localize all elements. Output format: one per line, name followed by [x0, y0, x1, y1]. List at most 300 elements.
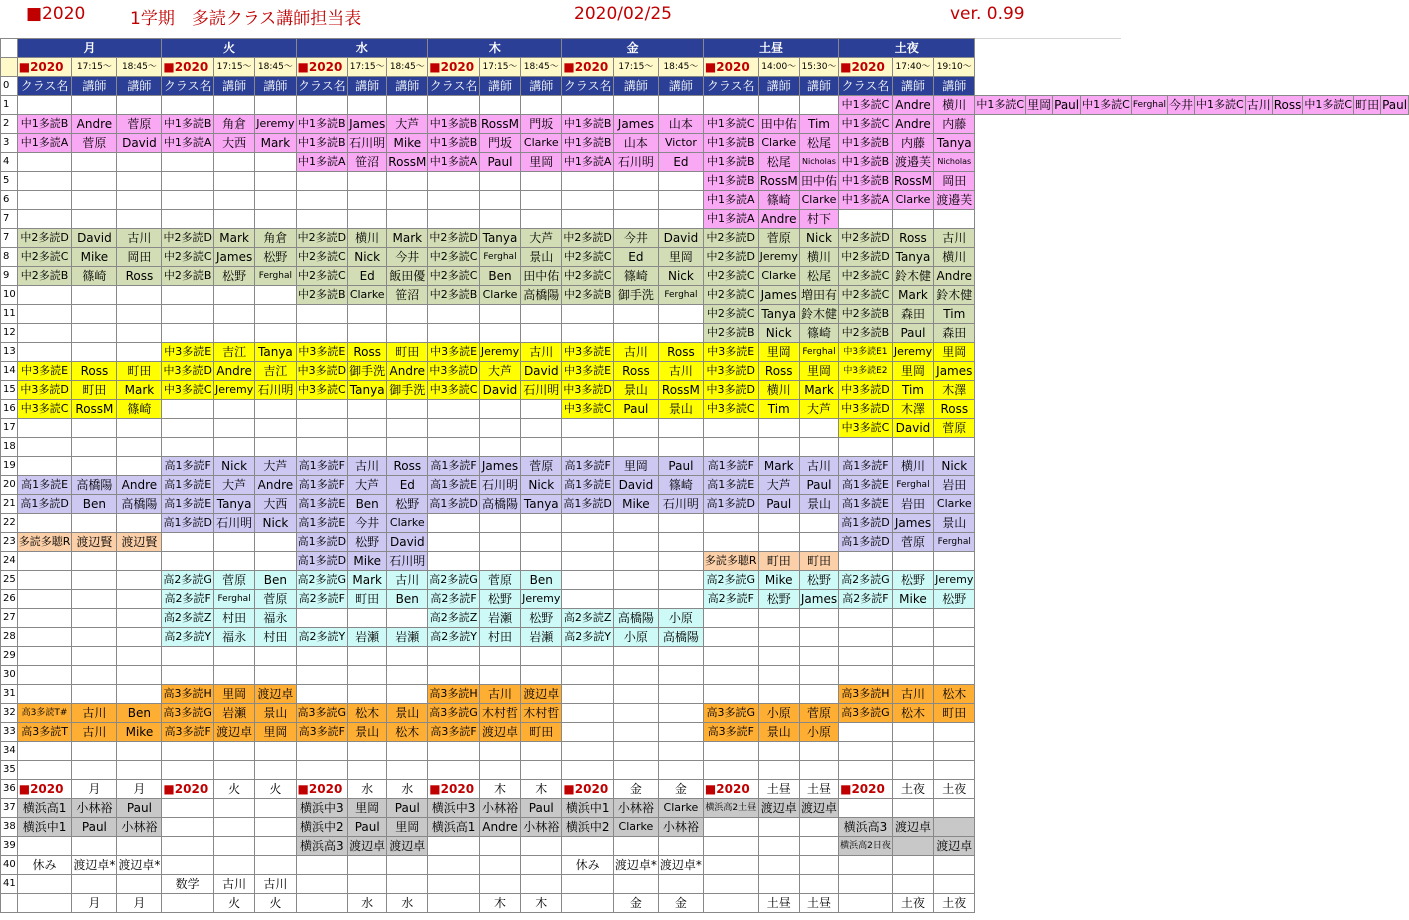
teacher-cell[interactable]: Ed: [387, 476, 428, 495]
teacher-cell[interactable]: 松野: [213, 267, 254, 286]
class-name-cell[interactable]: 中2多読D: [703, 229, 758, 248]
teacher-cell[interactable]: David: [892, 419, 933, 438]
teacher-cell[interactable]: 松木: [892, 704, 933, 723]
class-name-cell[interactable]: 高3多読H: [839, 685, 893, 704]
empty-cell[interactable]: [758, 628, 799, 647]
teacher-cell[interactable]: 篠崎: [758, 191, 799, 210]
empty-cell[interactable]: [162, 647, 214, 666]
empty-cell[interactable]: [613, 96, 658, 115]
day-cell[interactable]: 木: [521, 780, 562, 799]
class-name-cell[interactable]: 中1多読A: [562, 153, 613, 172]
teacher-cell[interactable]: Paul: [117, 799, 162, 818]
empty-cell[interactable]: [296, 875, 348, 894]
empty-cell[interactable]: [428, 419, 480, 438]
teacher-cell[interactable]: Tanya: [213, 495, 254, 514]
teacher-cell[interactable]: 福永: [255, 609, 296, 628]
class-name-cell[interactable]: 中3多読E2: [839, 362, 893, 381]
class-name-cell[interactable]: 中1多読C: [1081, 96, 1132, 115]
empty-cell[interactable]: [72, 742, 117, 761]
teacher-cell[interactable]: 松野: [758, 590, 799, 609]
class-name-cell[interactable]: 中1多読A: [703, 191, 758, 210]
teacher-cell[interactable]: 里岡: [348, 799, 387, 818]
teacher-cell[interactable]: 大芦: [348, 476, 387, 495]
teacher-cell[interactable]: Nicholas: [934, 153, 975, 172]
empty-cell[interactable]: [562, 685, 613, 704]
teacher-cell[interactable]: 古川: [799, 457, 838, 476]
teacher-cell[interactable]: Ferghal: [892, 476, 933, 495]
teacher-header[interactable]: 講師: [799, 77, 838, 96]
empty-cell[interactable]: [213, 761, 254, 780]
empty-cell[interactable]: [562, 514, 613, 533]
empty-cell[interactable]: [521, 875, 562, 894]
empty-cell[interactable]: [348, 609, 387, 628]
teacher-cell[interactable]: Clarke: [758, 134, 799, 153]
empty-cell[interactable]: [296, 761, 348, 780]
teacher-header[interactable]: 講師: [387, 77, 428, 96]
teacher-cell[interactable]: Paul: [387, 799, 428, 818]
empty-cell[interactable]: [17, 875, 72, 894]
teacher-cell[interactable]: 古川: [479, 685, 520, 704]
empty-cell[interactable]: [387, 191, 428, 210]
teacher-cell[interactable]: Nick: [213, 457, 254, 476]
teacher-header[interactable]: 講師: [934, 77, 975, 96]
teacher-cell[interactable]: Mike: [117, 723, 162, 742]
empty-cell[interactable]: [799, 856, 838, 875]
teacher-cell[interactable]: 渡辺卓: [213, 723, 254, 742]
empty-cell[interactable]: [162, 799, 214, 818]
empty-cell[interactable]: [255, 818, 296, 837]
empty-cell[interactable]: [387, 96, 428, 115]
teacher-cell[interactable]: 松野: [892, 571, 933, 590]
teacher-cell[interactable]: 古川: [117, 229, 162, 248]
teacher-cell[interactable]: Ferghal: [658, 286, 703, 305]
teacher-cell[interactable]: Paul: [479, 153, 520, 172]
teacher-cell[interactable]: 門坂: [479, 134, 520, 153]
empty-cell[interactable]: [348, 305, 387, 324]
class-name-cell[interactable]: 高2多読G: [428, 571, 480, 590]
class-name-cell[interactable]: 高2多読G: [162, 571, 214, 590]
teacher-cell[interactable]: Andre: [892, 115, 933, 134]
teacher-cell[interactable]: 角倉: [213, 115, 254, 134]
day-cell[interactable]: 火: [255, 780, 296, 799]
empty-cell[interactable]: [562, 438, 613, 457]
teacher-cell[interactable]: 篠崎: [117, 400, 162, 419]
row-number[interactable]: 2: [1, 115, 18, 134]
empty-cell[interactable]: [428, 172, 480, 191]
teacher-cell[interactable]: 角倉: [255, 229, 296, 248]
teacher-cell[interactable]: 松野: [521, 609, 562, 628]
empty-cell[interactable]: [521, 438, 562, 457]
empty-cell[interactable]: [479, 514, 520, 533]
empty-cell[interactable]: [839, 742, 893, 761]
teacher-cell[interactable]: 高橋陽: [117, 495, 162, 514]
empty-cell[interactable]: [162, 818, 214, 837]
empty-cell[interactable]: [117, 191, 162, 210]
teacher-cell[interactable]: James: [934, 362, 975, 381]
teacher-cell[interactable]: David: [521, 362, 562, 381]
empty-cell[interactable]: [521, 419, 562, 438]
teacher-cell[interactable]: 村下: [799, 210, 838, 229]
teacher-cell[interactable]: Ben: [521, 571, 562, 590]
row-number[interactable]: 36: [1, 780, 18, 799]
teacher-cell[interactable]: Paul: [1381, 96, 1409, 115]
class-name-cell[interactable]: 中3多読D: [562, 381, 613, 400]
class-name-cell[interactable]: 高3多読G: [296, 704, 348, 723]
empty-cell[interactable]: [72, 628, 117, 647]
class-name-cell[interactable]: 中3多読E: [162, 343, 214, 362]
row-number[interactable]: 41: [1, 875, 18, 894]
empty-cell[interactable]: [479, 647, 520, 666]
empty-cell[interactable]: [703, 533, 758, 552]
teacher-cell[interactable]: Ed: [658, 153, 703, 172]
empty-cell[interactable]: [117, 552, 162, 571]
row-number[interactable]: 14: [1, 362, 18, 381]
teacher-cell[interactable]: 石川明: [348, 134, 387, 153]
empty-cell[interactable]: [934, 628, 975, 647]
class-name-cell[interactable]: 高3多読G: [839, 704, 893, 723]
empty-cell[interactable]: [72, 343, 117, 362]
class-name-cell[interactable]: 横浜高1: [17, 799, 72, 818]
empty-cell[interactable]: [613, 210, 658, 229]
empty-cell[interactable]: [72, 191, 117, 210]
class-name-cell[interactable]: 中2多読C: [703, 286, 758, 305]
empty-cell[interactable]: [428, 875, 480, 894]
empty-cell[interactable]: [521, 742, 562, 761]
empty-cell[interactable]: [117, 571, 162, 590]
class-name-cell[interactable]: 中1多読B: [296, 115, 348, 134]
teacher-cell[interactable]: 土昼: [799, 894, 838, 913]
empty-cell[interactable]: [117, 153, 162, 172]
day-cell[interactable]: 土夜: [892, 780, 933, 799]
teacher-cell[interactable]: Tanya: [348, 381, 387, 400]
class-name-cell[interactable]: 高1多読E: [562, 476, 613, 495]
teacher-cell[interactable]: David: [658, 229, 703, 248]
teacher-cell[interactable]: James: [758, 286, 799, 305]
teacher-cell[interactable]: 木村哲: [479, 704, 520, 723]
teacher-cell[interactable]: Nick: [255, 514, 296, 533]
class-name-header[interactable]: クラス名: [428, 77, 480, 96]
row-number[interactable]: 23: [1, 533, 18, 552]
teacher-cell[interactable]: 鈴木健: [934, 286, 975, 305]
class-name-cell[interactable]: 中1多読B: [296, 134, 348, 153]
teacher-header[interactable]: 講師: [213, 77, 254, 96]
class-name-cell[interactable]: 高1多読D: [17, 495, 72, 514]
empty-cell[interactable]: [213, 172, 254, 191]
empty-cell[interactable]: [348, 419, 387, 438]
day-cell[interactable]: 水: [387, 780, 428, 799]
empty-cell[interactable]: [658, 210, 703, 229]
class-name-cell[interactable]: 高1多読F: [562, 457, 613, 476]
empty-cell[interactable]: [613, 324, 658, 343]
teacher-cell[interactable]: 今井: [613, 229, 658, 248]
class-name-cell[interactable]: 中1多読B: [839, 134, 893, 153]
class-name-cell[interactable]: 高2多読Y: [296, 628, 348, 647]
class-name-cell[interactable]: 高1多読F: [296, 457, 348, 476]
class-name-cell[interactable]: 高2多読F: [296, 590, 348, 609]
class-name-cell[interactable]: 中2多読B: [428, 286, 480, 305]
class-name-cell[interactable]: 中2多読B: [839, 324, 893, 343]
row-number[interactable]: 32: [1, 704, 18, 723]
time-cell[interactable]: 17:15～: [72, 58, 117, 77]
empty-cell[interactable]: [892, 609, 933, 628]
teacher-cell[interactable]: 御手洗: [613, 286, 658, 305]
row-number[interactable]: 31: [1, 685, 18, 704]
empty-cell[interactable]: [162, 438, 214, 457]
class-name-cell[interactable]: 高2多読Z: [562, 609, 613, 628]
empty-cell[interactable]: [839, 666, 893, 685]
teacher-cell[interactable]: 高橋陽: [613, 609, 658, 628]
time-cell[interactable]: 17:15～: [479, 58, 520, 77]
teacher-cell[interactable]: 松木: [387, 723, 428, 742]
empty-cell[interactable]: [839, 438, 893, 457]
class-name-cell[interactable]: 高1多読D: [703, 495, 758, 514]
class-name-cell[interactable]: 横浜高3: [839, 818, 893, 837]
empty-cell[interactable]: [799, 628, 838, 647]
teacher-cell[interactable]: Mark: [255, 134, 296, 153]
teacher-cell[interactable]: 月: [72, 894, 117, 913]
empty-cell[interactable]: [387, 400, 428, 419]
empty-cell[interactable]: [703, 666, 758, 685]
teacher-cell[interactable]: 町田: [72, 381, 117, 400]
class-name-cell[interactable]: 中1多読B: [839, 153, 893, 172]
empty-cell[interactable]: [839, 875, 893, 894]
teacher-cell[interactable]: Tanya: [479, 229, 520, 248]
empty-cell[interactable]: [521, 552, 562, 571]
empty-cell[interactable]: [255, 96, 296, 115]
class-name-cell[interactable]: 休み: [562, 856, 613, 875]
teacher-cell[interactable]: 木澤: [934, 381, 975, 400]
teacher-cell[interactable]: 町田: [387, 343, 428, 362]
row-number[interactable]: 35: [1, 761, 18, 780]
empty-cell[interactable]: [562, 324, 613, 343]
empty-cell[interactable]: [613, 685, 658, 704]
class-name-cell[interactable]: 横浜中2: [562, 818, 613, 837]
empty-cell[interactable]: [428, 666, 480, 685]
teacher-cell[interactable]: Jeremy: [934, 571, 975, 590]
class-name-cell[interactable]: 中1多読C: [839, 96, 893, 115]
empty-cell[interactable]: [255, 286, 296, 305]
empty-cell[interactable]: [296, 324, 348, 343]
teacher-cell[interactable]: 岩瀬: [213, 704, 254, 723]
row-number[interactable]: 25: [1, 571, 18, 590]
class-name-cell[interactable]: 高1多読E: [839, 476, 893, 495]
class-name-cell[interactable]: 高1多読E: [839, 495, 893, 514]
teacher-cell[interactable]: 横川: [799, 248, 838, 267]
teacher-cell[interactable]: 山本: [613, 134, 658, 153]
empty-cell[interactable]: [117, 875, 162, 894]
teacher-cell[interactable]: RossM: [892, 172, 933, 191]
teacher-cell[interactable]: 岩瀬: [521, 628, 562, 647]
class-name-cell[interactable]: 中2多読D: [839, 248, 893, 267]
empty-cell[interactable]: [799, 96, 838, 115]
day-cell[interactable]: 木: [479, 780, 520, 799]
empty-cell[interactable]: [758, 533, 799, 552]
teacher-cell[interactable]: 岩瀬: [479, 609, 520, 628]
teacher-header[interactable]: 講師: [348, 77, 387, 96]
teacher-cell[interactable]: 小林裕: [72, 799, 117, 818]
empty-cell[interactable]: [17, 438, 72, 457]
empty-cell[interactable]: [213, 742, 254, 761]
teacher-cell[interactable]: 岩田: [892, 495, 933, 514]
empty-cell[interactable]: [213, 856, 254, 875]
empty-cell[interactable]: [758, 514, 799, 533]
teacher-cell[interactable]: 大西: [213, 134, 254, 153]
row-number[interactable]: 24: [1, 552, 18, 571]
teacher-cell[interactable]: 笹沼: [387, 286, 428, 305]
empty-cell[interactable]: [703, 628, 758, 647]
teacher-cell[interactable]: 石川明: [658, 495, 703, 514]
teacher-cell[interactable]: 菅原: [758, 229, 799, 248]
empty-cell[interactable]: [839, 552, 893, 571]
empty-cell[interactable]: [799, 837, 838, 856]
class-name-header[interactable]: クラス名: [162, 77, 214, 96]
class-name-cell[interactable]: 中3多読D: [703, 362, 758, 381]
teacher-cell[interactable]: Jeremy: [892, 343, 933, 362]
empty-cell[interactable]: [387, 210, 428, 229]
empty-cell[interactable]: [348, 742, 387, 761]
class-name-cell[interactable]: 高2多読F: [703, 590, 758, 609]
empty-cell[interactable]: [521, 761, 562, 780]
empty-cell[interactable]: [387, 305, 428, 324]
empty-cell[interactable]: [758, 875, 799, 894]
day-cell[interactable]: 金: [658, 780, 703, 799]
teacher-cell[interactable]: 門坂: [521, 115, 562, 134]
empty-cell[interactable]: [839, 856, 893, 875]
empty-cell[interactable]: [72, 305, 117, 324]
empty-cell[interactable]: [387, 761, 428, 780]
empty-cell[interactable]: [479, 400, 520, 419]
teacher-cell[interactable]: Tim: [758, 400, 799, 419]
empty-cell[interactable]: [117, 837, 162, 856]
class-name-cell[interactable]: 中3多読E: [428, 343, 480, 362]
teacher-cell[interactable]: 田中佑: [799, 172, 838, 191]
empty-cell[interactable]: [479, 837, 520, 856]
empty-cell[interactable]: [799, 761, 838, 780]
class-name-cell[interactable]: 中1多読C: [975, 96, 1026, 115]
year-cell[interactable]: ■ 2020: [162, 58, 214, 77]
class-name-cell[interactable]: 中3多読E1: [839, 343, 893, 362]
class-name-cell[interactable]: 高2多読G: [296, 571, 348, 590]
empty-cell[interactable]: [479, 172, 520, 191]
teacher-cell[interactable]: 水: [387, 894, 428, 913]
teacher-cell[interactable]: 古川: [213, 875, 254, 894]
class-name-cell[interactable]: 中3多読E: [703, 343, 758, 362]
empty-cell[interactable]: [658, 305, 703, 324]
empty-cell[interactable]: [296, 305, 348, 324]
teacher-cell[interactable]: 横川: [348, 229, 387, 248]
teacher-cell[interactable]: Paul: [758, 495, 799, 514]
teacher-cell[interactable]: 火: [213, 894, 254, 913]
empty-cell[interactable]: [17, 343, 72, 362]
time-cell[interactable]: 15:30～: [799, 58, 838, 77]
teacher-cell[interactable]: [892, 837, 933, 856]
empty-cell[interactable]: [387, 438, 428, 457]
teacher-cell[interactable]: Ross: [117, 267, 162, 286]
teacher-cell[interactable]: Clarke: [892, 191, 933, 210]
empty-cell[interactable]: [658, 666, 703, 685]
empty-cell[interactable]: [117, 628, 162, 647]
teacher-cell[interactable]: James: [799, 590, 838, 609]
empty-cell[interactable]: [387, 172, 428, 191]
empty-cell[interactable]: [387, 324, 428, 343]
teacher-cell[interactable]: 菅原: [213, 571, 254, 590]
row-number[interactable]: 37: [1, 799, 18, 818]
time-cell[interactable]: 14:00～: [758, 58, 799, 77]
teacher-cell[interactable]: 小原: [799, 723, 838, 742]
time-cell[interactable]: 18:45～: [255, 58, 296, 77]
row-number[interactable]: 38: [1, 818, 18, 837]
teacher-cell[interactable]: 松木: [348, 704, 387, 723]
teacher-cell[interactable]: 松尾: [799, 134, 838, 153]
teacher-cell[interactable]: 景山: [255, 704, 296, 723]
empty-cell[interactable]: [72, 666, 117, 685]
teacher-cell[interactable]: 鈴木健: [799, 305, 838, 324]
empty-cell[interactable]: [255, 324, 296, 343]
empty-cell[interactable]: [892, 438, 933, 457]
empty-cell[interactable]: [72, 457, 117, 476]
teacher-cell[interactable]: 渡辺卓*: [658, 856, 703, 875]
teacher-cell[interactable]: Ferghal: [1131, 96, 1167, 115]
teacher-cell[interactable]: 古川: [348, 457, 387, 476]
class-name-header[interactable]: クラス名: [703, 77, 758, 96]
empty-cell[interactable]: [428, 761, 480, 780]
empty-cell[interactable]: [213, 818, 254, 837]
empty-cell[interactable]: [479, 419, 520, 438]
empty-cell[interactable]: [117, 666, 162, 685]
class-name-cell[interactable]: [703, 894, 758, 913]
class-name-cell[interactable]: 中2多読B: [296, 286, 348, 305]
teacher-cell[interactable]: 大芦: [521, 229, 562, 248]
teacher-cell[interactable]: Mike: [72, 248, 117, 267]
row-number[interactable]: 18: [1, 438, 18, 457]
empty-cell[interactable]: [72, 837, 117, 856]
year-cell[interactable]: ■ 2020: [17, 780, 72, 799]
empty-cell[interactable]: [839, 799, 893, 818]
row-number[interactable]: 17: [1, 419, 18, 438]
teacher-cell[interactable]: 大西: [255, 495, 296, 514]
teacher-cell[interactable]: 町田: [521, 723, 562, 742]
row-number[interactable]: 9: [1, 267, 18, 286]
empty-cell[interactable]: [348, 191, 387, 210]
empty-cell[interactable]: [934, 856, 975, 875]
empty-cell[interactable]: [799, 438, 838, 457]
empty-cell[interactable]: [703, 514, 758, 533]
row-number[interactable]: 13: [1, 343, 18, 362]
teacher-cell[interactable]: 高橋陽: [658, 628, 703, 647]
teacher-cell[interactable]: Victor: [658, 134, 703, 153]
empty-cell[interactable]: [703, 837, 758, 856]
empty-cell[interactable]: [387, 685, 428, 704]
empty-cell[interactable]: [117, 685, 162, 704]
empty-cell[interactable]: [72, 875, 117, 894]
teacher-cell[interactable]: 菅原: [934, 419, 975, 438]
empty-cell[interactable]: [162, 191, 214, 210]
empty-cell[interactable]: [658, 875, 703, 894]
teacher-cell[interactable]: 古川: [72, 723, 117, 742]
class-name-cell[interactable]: 高1多読D: [296, 533, 348, 552]
class-name-cell[interactable]: 中1多読B: [162, 115, 214, 134]
empty-cell[interactable]: [839, 647, 893, 666]
empty-cell[interactable]: [348, 666, 387, 685]
teacher-cell[interactable]: Andre: [479, 818, 520, 837]
teacher-cell[interactable]: Mark: [892, 286, 933, 305]
teacher-cell[interactable]: 古川: [613, 343, 658, 362]
empty-cell[interactable]: [703, 609, 758, 628]
empty-cell[interactable]: [613, 305, 658, 324]
teacher-cell[interactable]: 里岡: [613, 457, 658, 476]
empty-cell[interactable]: [17, 153, 72, 172]
teacher-header[interactable]: 講師: [758, 77, 799, 96]
